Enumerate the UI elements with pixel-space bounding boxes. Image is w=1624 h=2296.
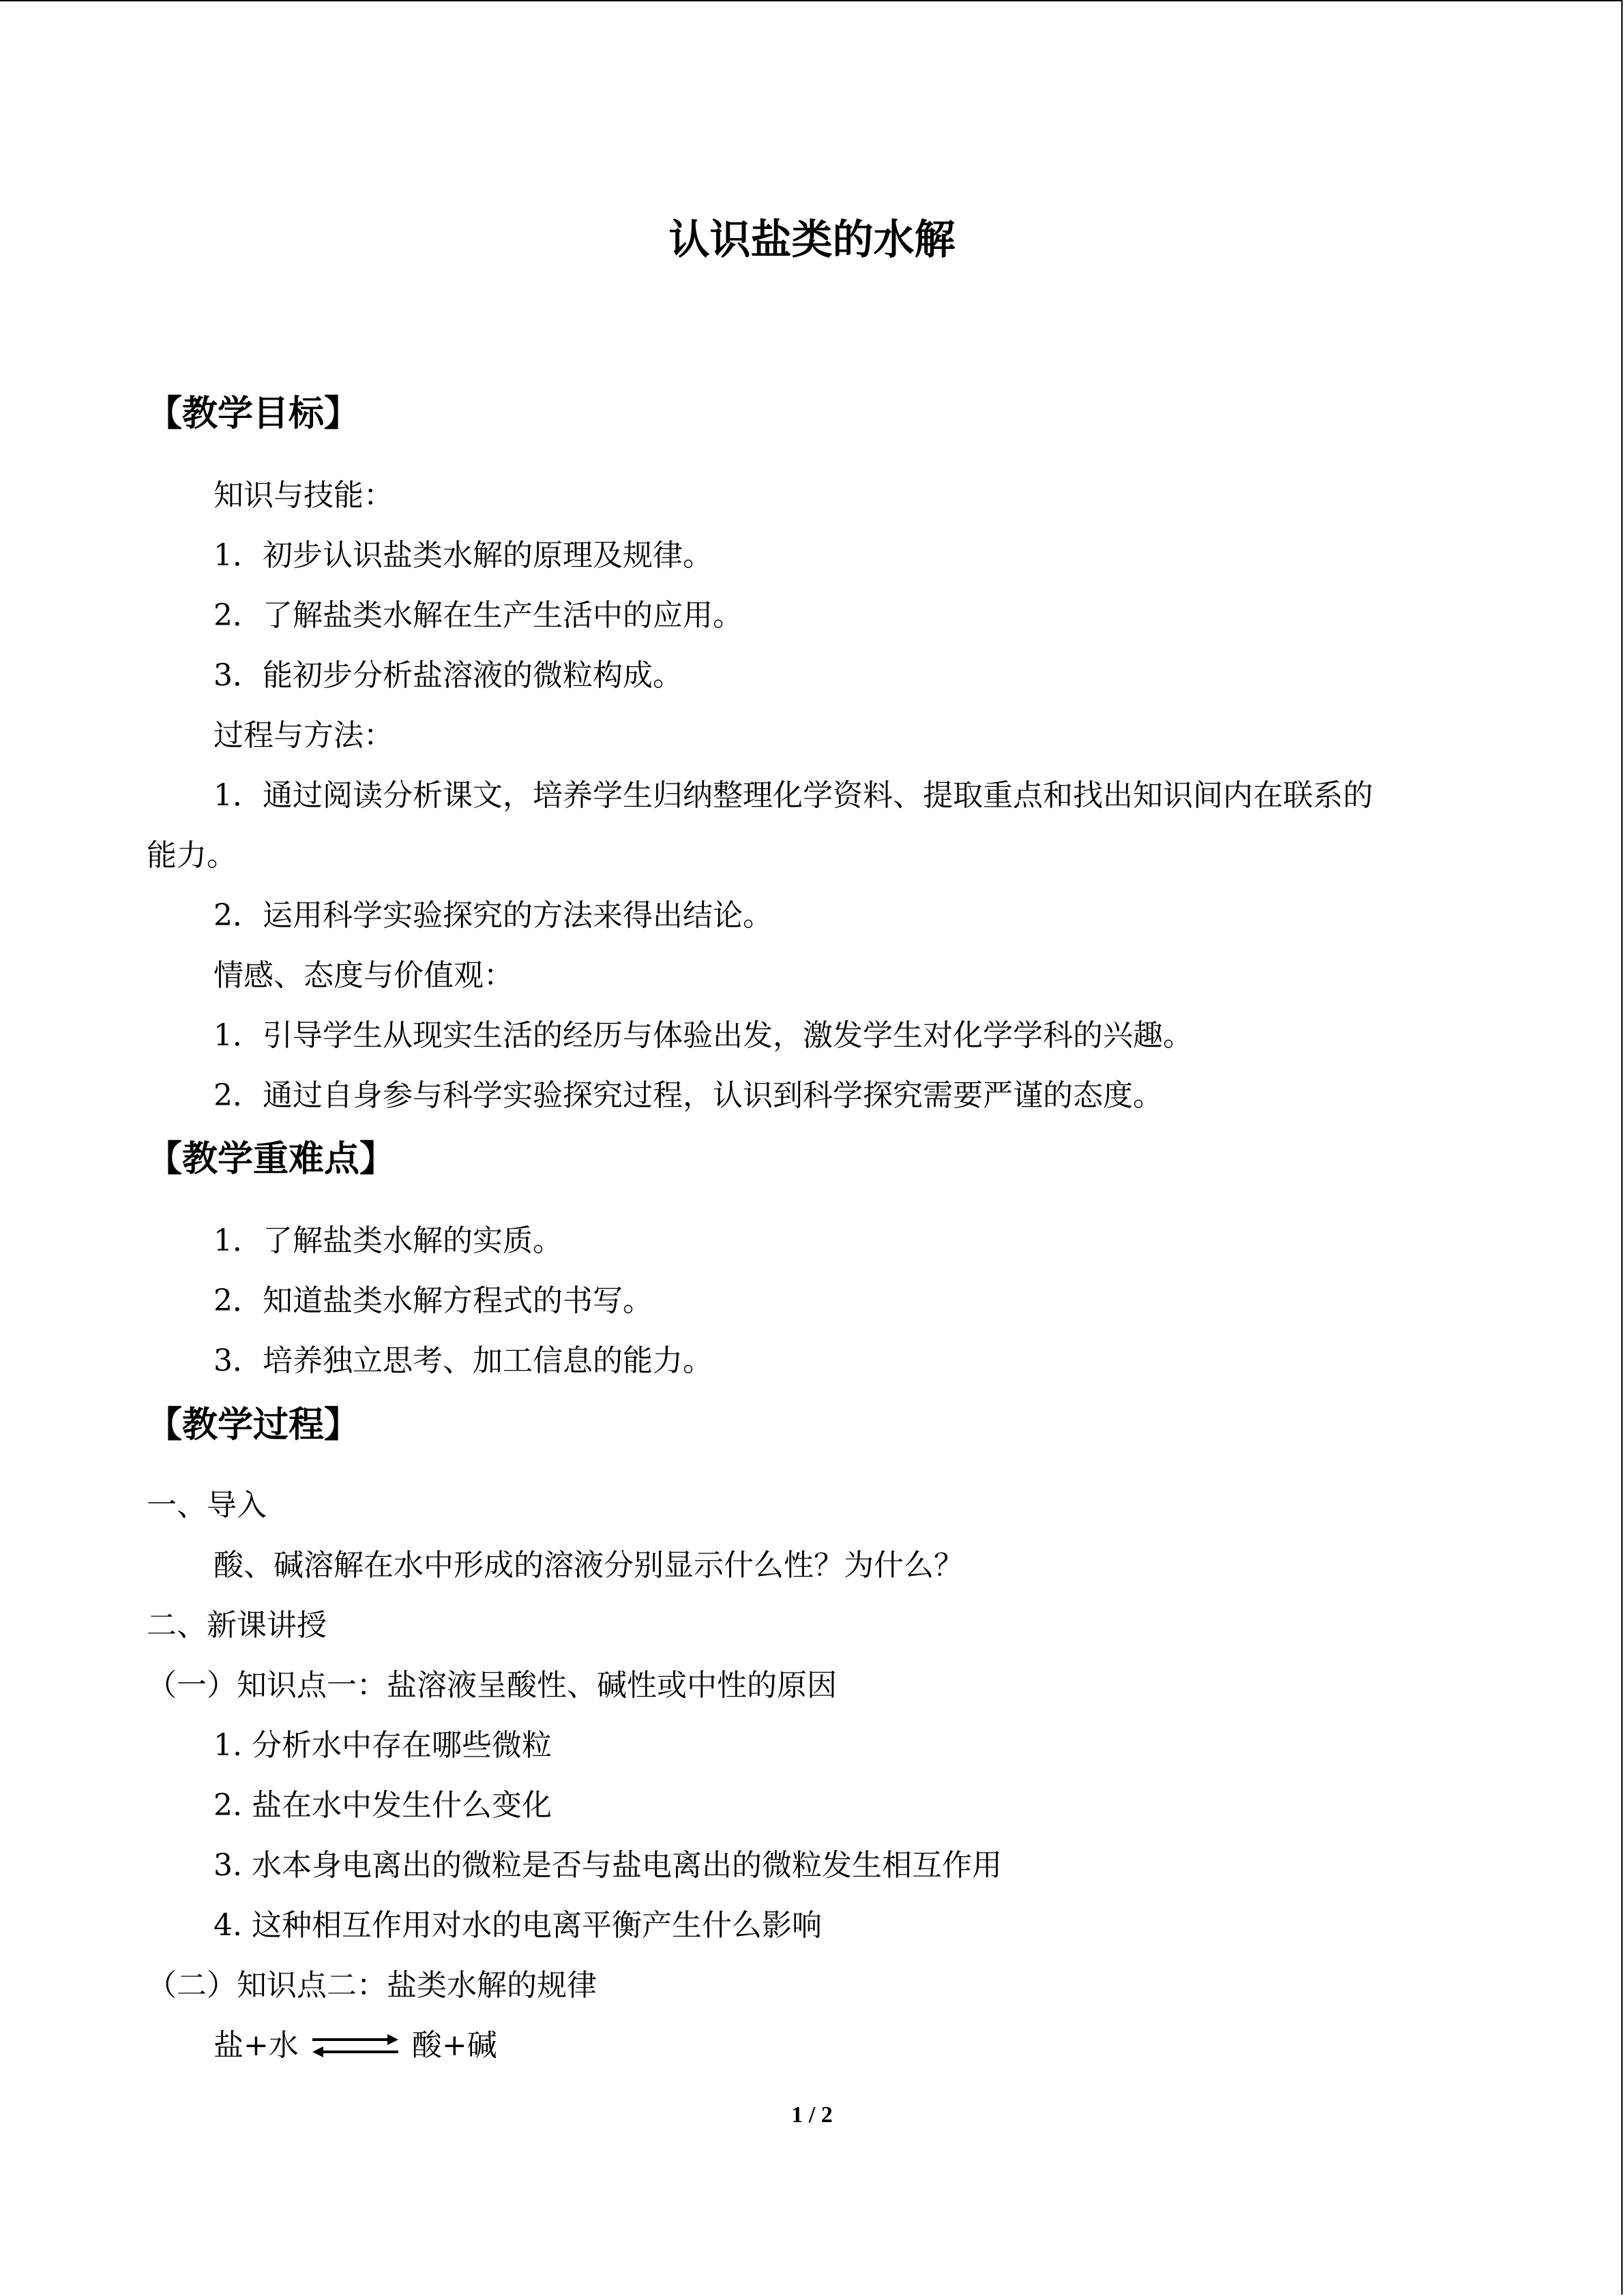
knowledge-label: 知识与技能： <box>213 478 394 513</box>
emotion-label: 情感、态度与价值观： <box>213 958 514 993</box>
new-lesson-label: 二、新课讲授 <box>147 1608 327 1643</box>
point1-item: 3. 水本身电离出的微粒是否与盐电离出的微粒发生相互作用 <box>213 1848 1002 1883</box>
section-heading-objectives: 【教学目标】 <box>147 393 360 434</box>
knowledge-item: 3．能初步分析盐溶液的微粒构成。 <box>213 658 683 693</box>
emotion-item: 2．通过自身参与科学实验探究过程，认识到科学探究需要严谨的态度。 <box>213 1078 1163 1113</box>
knowledge-item: 1．初步认识盐类水解的原理及规律。 <box>213 538 713 573</box>
reversible-arrow-icon <box>311 2031 400 2061</box>
hydrolysis-equation <box>213 2025 497 2066</box>
key-point-item: 2．知道盐类水解方程式的书写。 <box>213 1283 653 1318</box>
point1-label: （一）知识点一：盐溶液呈酸性、碱性或中性的原因 <box>147 1668 837 1703</box>
section-heading-process: 【教学过程】 <box>147 1405 360 1446</box>
section-heading-key-points: 【教学重难点】 <box>147 1139 396 1180</box>
page-number: 1 / 2 <box>791 2102 833 2128</box>
equation-right: 酸+碱 <box>411 2028 497 2063</box>
process-item: 2．运用科学实验探究的方法来得出结论。 <box>213 898 773 933</box>
point1-item: 1. 分析水中存在哪些微粒 <box>213 1728 552 1763</box>
point1-item: 4. 这种相互作用对水的电离平衡产生什么影响 <box>213 1908 822 1943</box>
equation-left: 盐+水 <box>213 2028 299 2063</box>
process-item: 1．通过阅读分析课文，培养学生归纳整理化学资料、提取重点和找出知识间内在联系的 <box>213 778 1373 813</box>
process-item-continuation: 能力。 <box>147 838 237 873</box>
key-point-item: 1．了解盐类水解的实质。 <box>213 1223 563 1258</box>
intro-label: 一、导入 <box>147 1488 267 1523</box>
emotion-item: 1．引导学生从现实生活的经历与体验出发，激发学生对化学学科的兴趣。 <box>213 1018 1193 1053</box>
page-title: 认识盐类的水解 <box>668 216 956 264</box>
point2-label: （二）知识点二：盐类水解的规律 <box>147 1968 597 2003</box>
point1-item: 2. 盐在水中发生什么变化 <box>213 1788 552 1823</box>
process-label: 过程与方法： <box>213 718 394 753</box>
key-point-item: 3．培养独立思考、加工信息的能力。 <box>213 1343 713 1378</box>
knowledge-item: 2．了解盐类水解在生产生活中的应用。 <box>213 598 743 633</box>
intro-text: 酸、碱溶解在水中形成的溶液分别显示什么性？为什么？ <box>213 1548 964 1583</box>
